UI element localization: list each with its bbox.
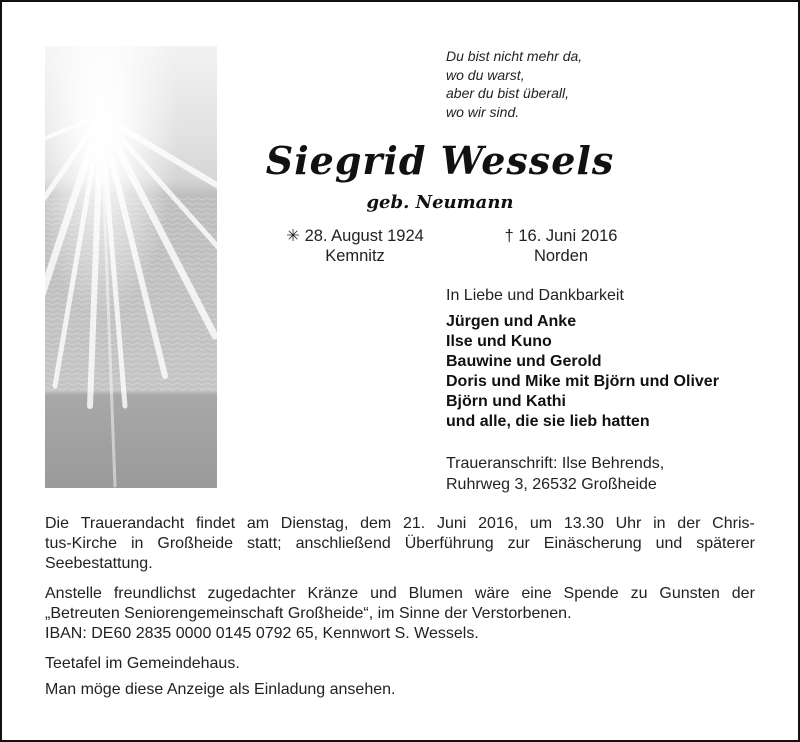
text-word: freundlichst — [113, 585, 196, 602]
donation-line — [45, 624, 755, 644]
death-cross-icon: † — [504, 227, 514, 245]
mourner-entry: Jürgen und Anke — [446, 313, 577, 330]
donation-line — [45, 604, 755, 624]
text-word: eine — [521, 585, 552, 602]
death-date: 16. Juni 2016 — [518, 227, 618, 245]
text-word: in — [653, 515, 666, 532]
donation-paragraph — [45, 584, 755, 644]
text-word: Einäscherung — [543, 535, 642, 552]
text-word: 13.30 — [563, 515, 604, 532]
deceased-name: Siegrid Wessels — [265, 138, 615, 183]
maiden-name: geb. Neumann — [366, 192, 514, 213]
mourner-entry: Doris und Mike mit Björn und Oliver — [446, 373, 719, 390]
mourner-entry: Bauwine und Gerold — [446, 353, 602, 370]
text-word: Die — [45, 515, 70, 532]
text-word: findet — [195, 515, 236, 532]
mourning-address — [446, 453, 664, 495]
poem-line: aber du bist überall, — [446, 85, 569, 101]
death-info — [490, 226, 632, 266]
text-word: der — [731, 585, 755, 602]
text-word: zugedachter — [207, 585, 296, 602]
poem-line: wo wir sind. — [446, 103, 520, 120]
text-word: zu — [630, 585, 648, 602]
text-word: Chris- — [712, 515, 755, 532]
service-line — [45, 534, 755, 554]
poem-line: wo du warst, — [446, 66, 525, 83]
service-line — [45, 554, 755, 574]
text-word: Juni — [436, 515, 467, 532]
text-word: 21. — [402, 515, 426, 532]
donation-line — [45, 584, 755, 604]
death-place: Norden — [533, 247, 589, 265]
text-word: Spende — [563, 585, 619, 602]
mourner-entry: und alle, die sie lieb hatten — [446, 413, 650, 430]
tea-note: Teetafel im Gemeindehaus. — [45, 655, 240, 672]
text-word: tus-Kirche — [45, 535, 118, 552]
service-line — [45, 514, 755, 534]
text-word: dem — [360, 515, 392, 532]
text-word: der — [677, 515, 701, 532]
text-word: Trauerandacht — [80, 515, 185, 532]
text-word: um — [529, 515, 553, 532]
text-word: Überführung — [404, 535, 494, 552]
poem-line: Du bist nicht mehr da, — [446, 48, 583, 64]
mourner-entry: Björn und Kathi — [446, 393, 566, 410]
text-word: Kränze — [307, 585, 359, 602]
text-word: späterer — [696, 535, 755, 552]
birth-info — [274, 226, 436, 266]
text-word: wäre — [474, 585, 510, 602]
text-word: zur — [507, 535, 530, 552]
text-word: anschließend — [295, 535, 391, 552]
text-word: in — [130, 535, 144, 552]
memorial-poem — [446, 47, 582, 121]
text-word: Großheide — [157, 535, 233, 552]
thanks-line: In Liebe und Dankbarkeit — [446, 287, 624, 304]
text-word: Uhr — [615, 515, 642, 532]
mourner-entry: Ilse und Kuno — [446, 333, 552, 350]
address-line: Ruhrweg 3, 26532 Großheide — [446, 476, 657, 493]
text-word: Anstelle — [45, 585, 102, 602]
text-word: 2016, — [478, 515, 519, 532]
text-word: „Betreuten Seniorengemeinschaft Großheide“, im Sinne der Verstorbenen. — [45, 605, 572, 622]
invitation-note: Man möge diese Anzeige als Einladung ansehen. — [45, 681, 396, 698]
text-word: statt; — [246, 535, 282, 552]
text-word: und — [370, 585, 397, 602]
text-word: am — [246, 515, 270, 532]
birth-star-icon: ✳ — [286, 227, 300, 245]
text-word: Gunsten — [659, 585, 720, 602]
text-word: Blumen — [408, 585, 463, 602]
text-word: IBAN: DE60 2835 0000 0145 0792 65, Kennwort S. Wessels. — [45, 625, 479, 642]
sunrays-sea-photo — [45, 46, 217, 488]
text-word: Dienstag, — [280, 515, 349, 532]
service-paragraph — [45, 514, 755, 574]
address-line: Traueranschrift: Ilse Behrends, — [446, 455, 665, 472]
birth-place: Kemnitz — [325, 247, 385, 265]
text-word: Seebestattung. — [45, 555, 153, 572]
text-word: und — [655, 535, 683, 552]
mourners-list — [446, 312, 719, 432]
birth-date: 28. August 1924 — [304, 227, 424, 245]
